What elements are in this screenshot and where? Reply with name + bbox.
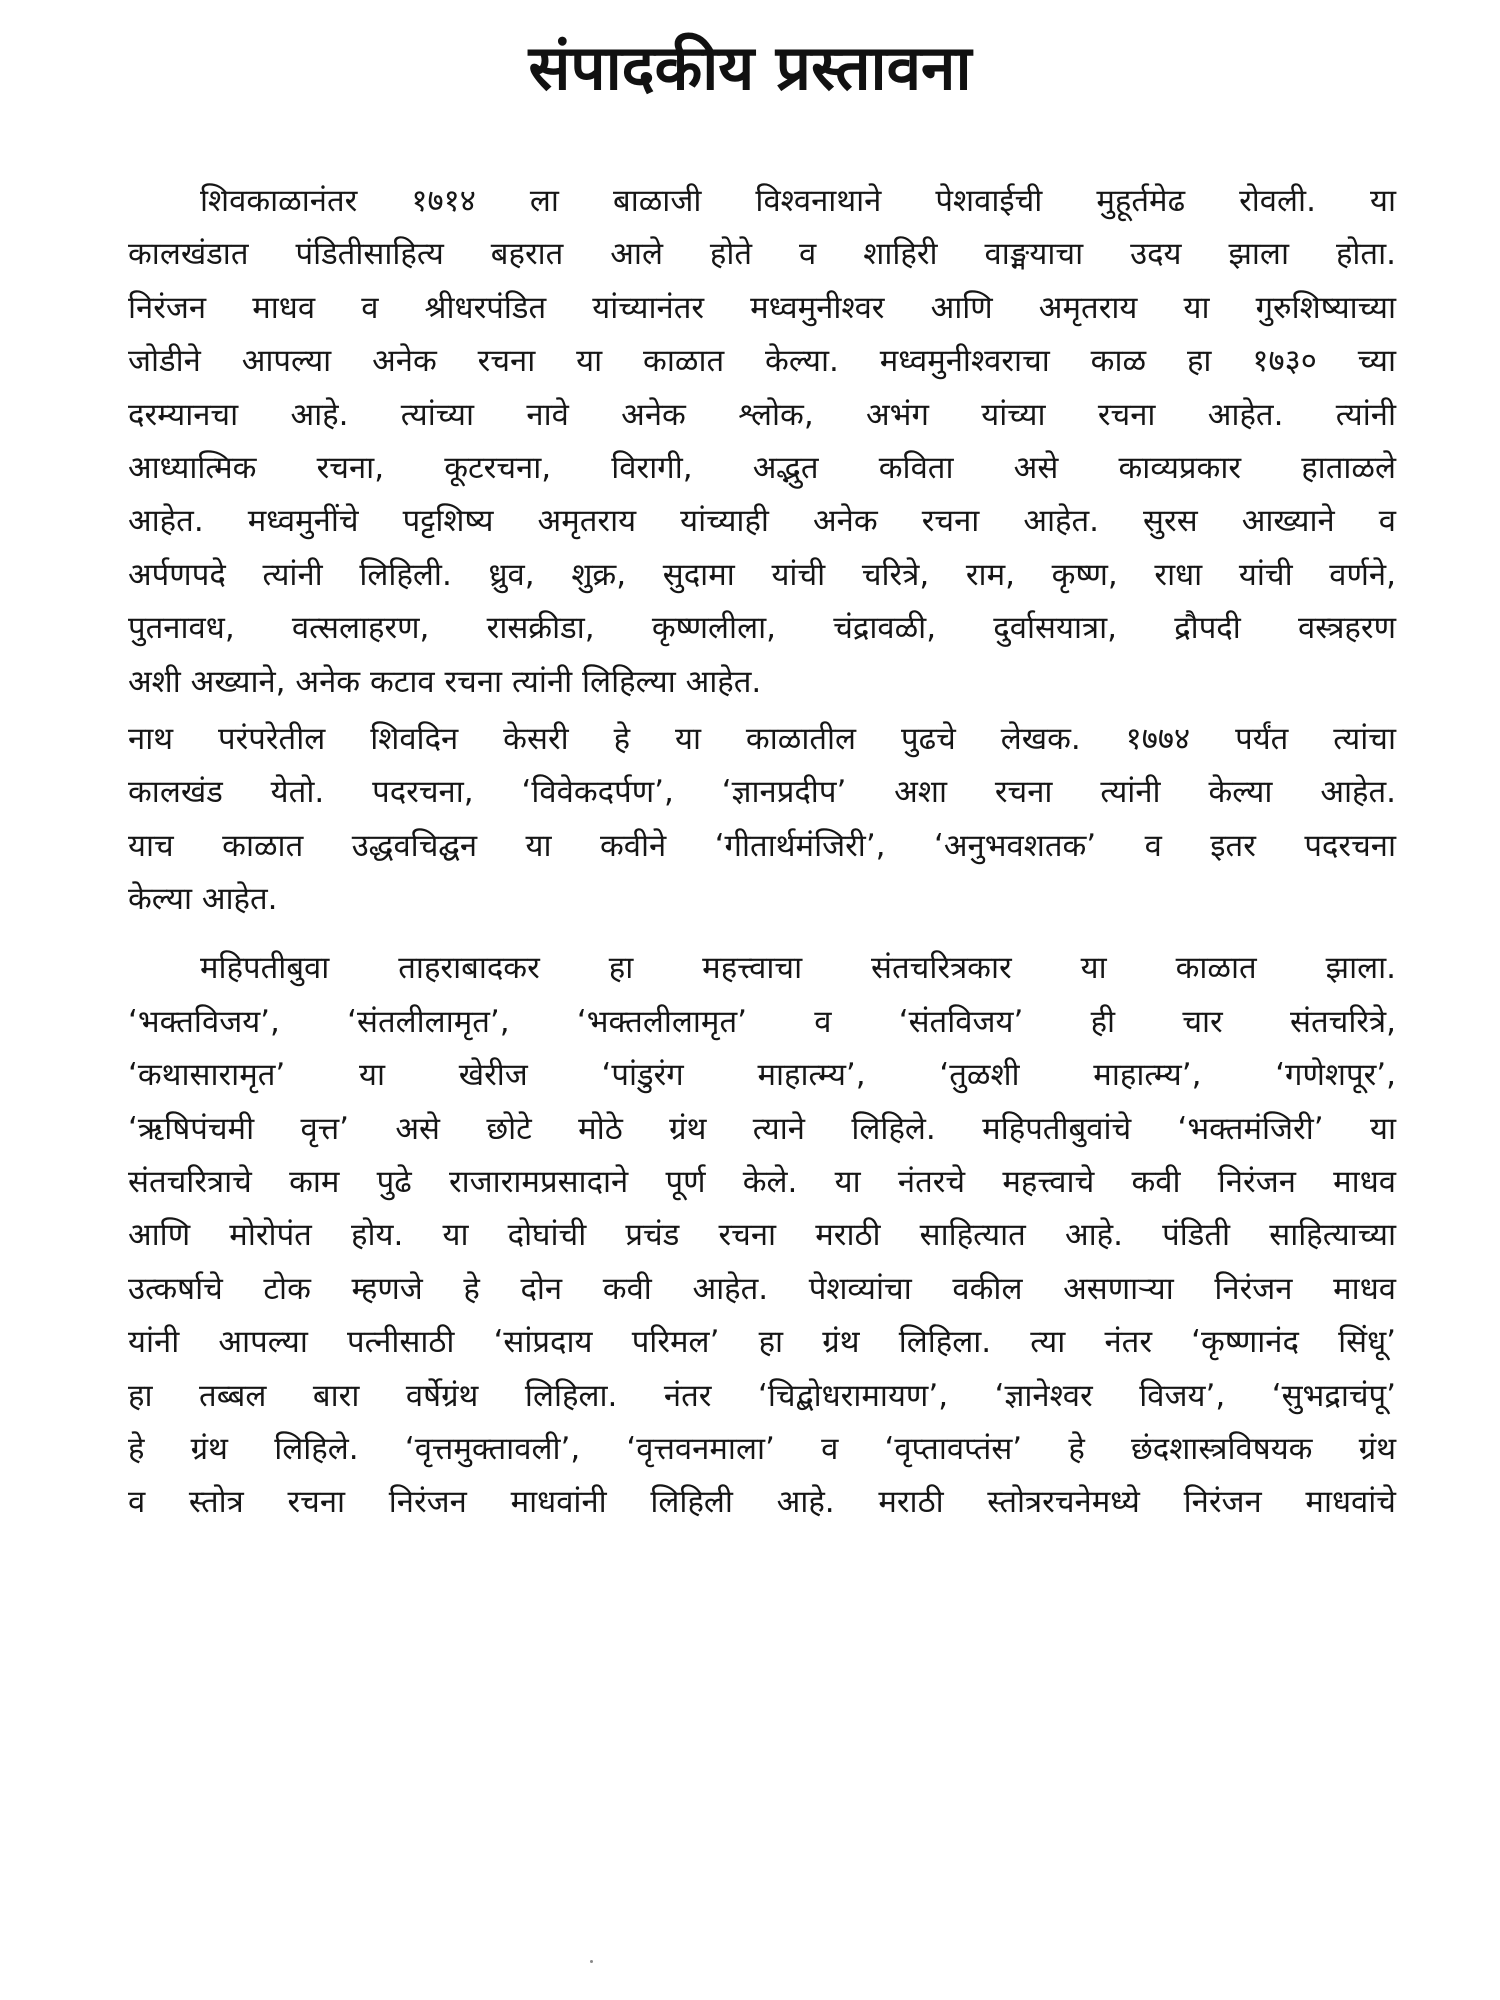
text-line: आणि मोरोपंत होय. या दोघांची प्रचंड रचना मराठी साहित्यात आहे. पंडिती साहित्याच्या — [128, 1217, 1396, 1254]
text-line: जोडीने आपल्या अनेक रचना या काळात केल्या. मध्वमुनीश्वराचा काळ हा १७३० च्या — [128, 343, 1396, 380]
text-line: हा तब्बल बारा वर्षेग्रंथ लिहिला. नंतर ‘चिद्बोधरामायण’, ‘ज्ञानेश्वर विजय’, ‘सुभद्राचंपू’ — [128, 1377, 1396, 1414]
body-text — [128, 175, 1396, 1530]
text-line: कालखंड येतो. पदरचना, ‘विवेकदर्पण’, ‘ज्ञानप्रदीप’ अशा रचना त्यांनी केल्या आहेत. — [128, 774, 1396, 811]
text-line: हे ग्रंथ लिहिले. ‘वृत्तमुक्तावली’, ‘वृत्तवनमाला’ व ‘वृप्तावप्तंस’ हे छंदशास्त्रविषयक ग्रंथ — [128, 1430, 1396, 1467]
text-line: आहेत. मध्वमुनींचे पट्टशिष्य अमृतराय यांच्याही अनेक रचना आहेत. सुरस आख्याने व — [128, 503, 1396, 540]
text-line: शिवकाळानंतर १७१४ ला बाळाजी विश्वनाथाने पेशवाईची मुहूर्तमेढ रोवली. या — [200, 183, 1396, 219]
paragraph-3 — [128, 942, 1396, 1529]
text-line: कालखंडात पंडितीसाहित्य बहरात आले होते व शाहिरी वाङ्मयाचा उदय झाला होता. — [128, 236, 1396, 273]
text-line: केल्या आहेत. — [128, 881, 278, 918]
text-line: दरम्यानचा आहे. त्यांच्या नावे अनेक श्लोक, अभंग यांच्या रचना आहेत. त्यांनी — [128, 396, 1396, 433]
text-line: व स्तोत्र रचना निरंजन माधवांनी लिहिली आहे. मराठी स्तोत्ररचनेमध्ये निरंजन माधवांचे — [128, 1484, 1396, 1521]
text-line: नाथ परंपरेतील शिवदिन केसरी हे या काळातील पुढचे लेखक. १७७४ पर्यंत त्यांचा — [128, 720, 1396, 757]
text-line: याच काळात उद्धवचिद्घन या कवीने ‘गीतार्थमंजिरी’, ‘अनुभवशतक’ व इतर पदरचना — [128, 827, 1396, 864]
text-line: महिपतीबुवा ताहराबादकर हा महत्त्वाचा संतचरित्रकार या काळात झाला. — [200, 950, 1396, 987]
text-line: उत्कर्षाचे टोक म्हणजे हे दोन कवी आहेत. पेशव्यांचा वकील असणाऱ्या निरंजन माधव — [128, 1270, 1396, 1307]
text-line: निरंजन माधव व श्रीधरपंडित यांच्यानंतर मध्वमुनीश्वर आणि अमृतराय या गुरुशिष्याच्या — [128, 289, 1396, 326]
text-line: ‘कथासारामृत’ या खेरीज ‘पांडुरंग माहात्म्य’, ‘तुळशी माहात्म्य’, ‘गणेशपूर’, — [128, 1057, 1396, 1094]
text-line: अशी अख्याने, अनेक कटाव रचना त्यांनी लिहिल्या आहेत. — [128, 663, 762, 700]
paragraph-gap — [128, 926, 1396, 942]
page-title: संपादकीय प्रस्तावना — [528, 31, 972, 104]
text-line: पुतनावध, वत्सलाहरण, रासक्रीडा, कृष्णलीला, चंद्रावळी, दुर्वासयात्रा, द्रौपदी वस्त्रहरण — [128, 610, 1396, 647]
text-line: ‘भक्तविजय’, ‘संतलीलामृत’, ‘भक्तलीलामृत’ व ‘संतविजय’ ही चार संतचरित्रे, — [128, 1003, 1396, 1040]
paragraph-2 — [128, 713, 1396, 927]
text-line: आध्यात्मिक रचना, कूटरचना, विरागी, अद्भुत कविता असे काव्यप्रकार हाताळले — [128, 449, 1396, 486]
text-line: अर्पणपदे त्यांनी लिहिली. ध्रुव, शुक्र, सुदामा यांची चरित्रे, राम, कृष्ण, राधा यांची वर्णने, — [128, 556, 1396, 593]
text-line: संतचरित्राचे काम पुढे राजारामप्रसादाने पूर्ण केले. या नंतरचे महत्त्वाचे कवी निरंजन माधव — [128, 1164, 1396, 1201]
scan-speck — [590, 1960, 593, 1963]
text-line: यांनी आपल्या पत्नीसाठी ‘सांप्रदाय परिमल’ हा ग्रंथ लिहिला. त्या नंतर ‘कृष्णानंद सिंधू’ — [128, 1324, 1396, 1361]
text-line: ‘ऋषिपंचमी वृत्त’ असे छोटे मोठे ग्रंथ त्याने लिहिले. महिपतीबुवांचे ‘भक्तमंजिरी’ या — [128, 1110, 1396, 1147]
paragraph-1 — [128, 175, 1396, 709]
